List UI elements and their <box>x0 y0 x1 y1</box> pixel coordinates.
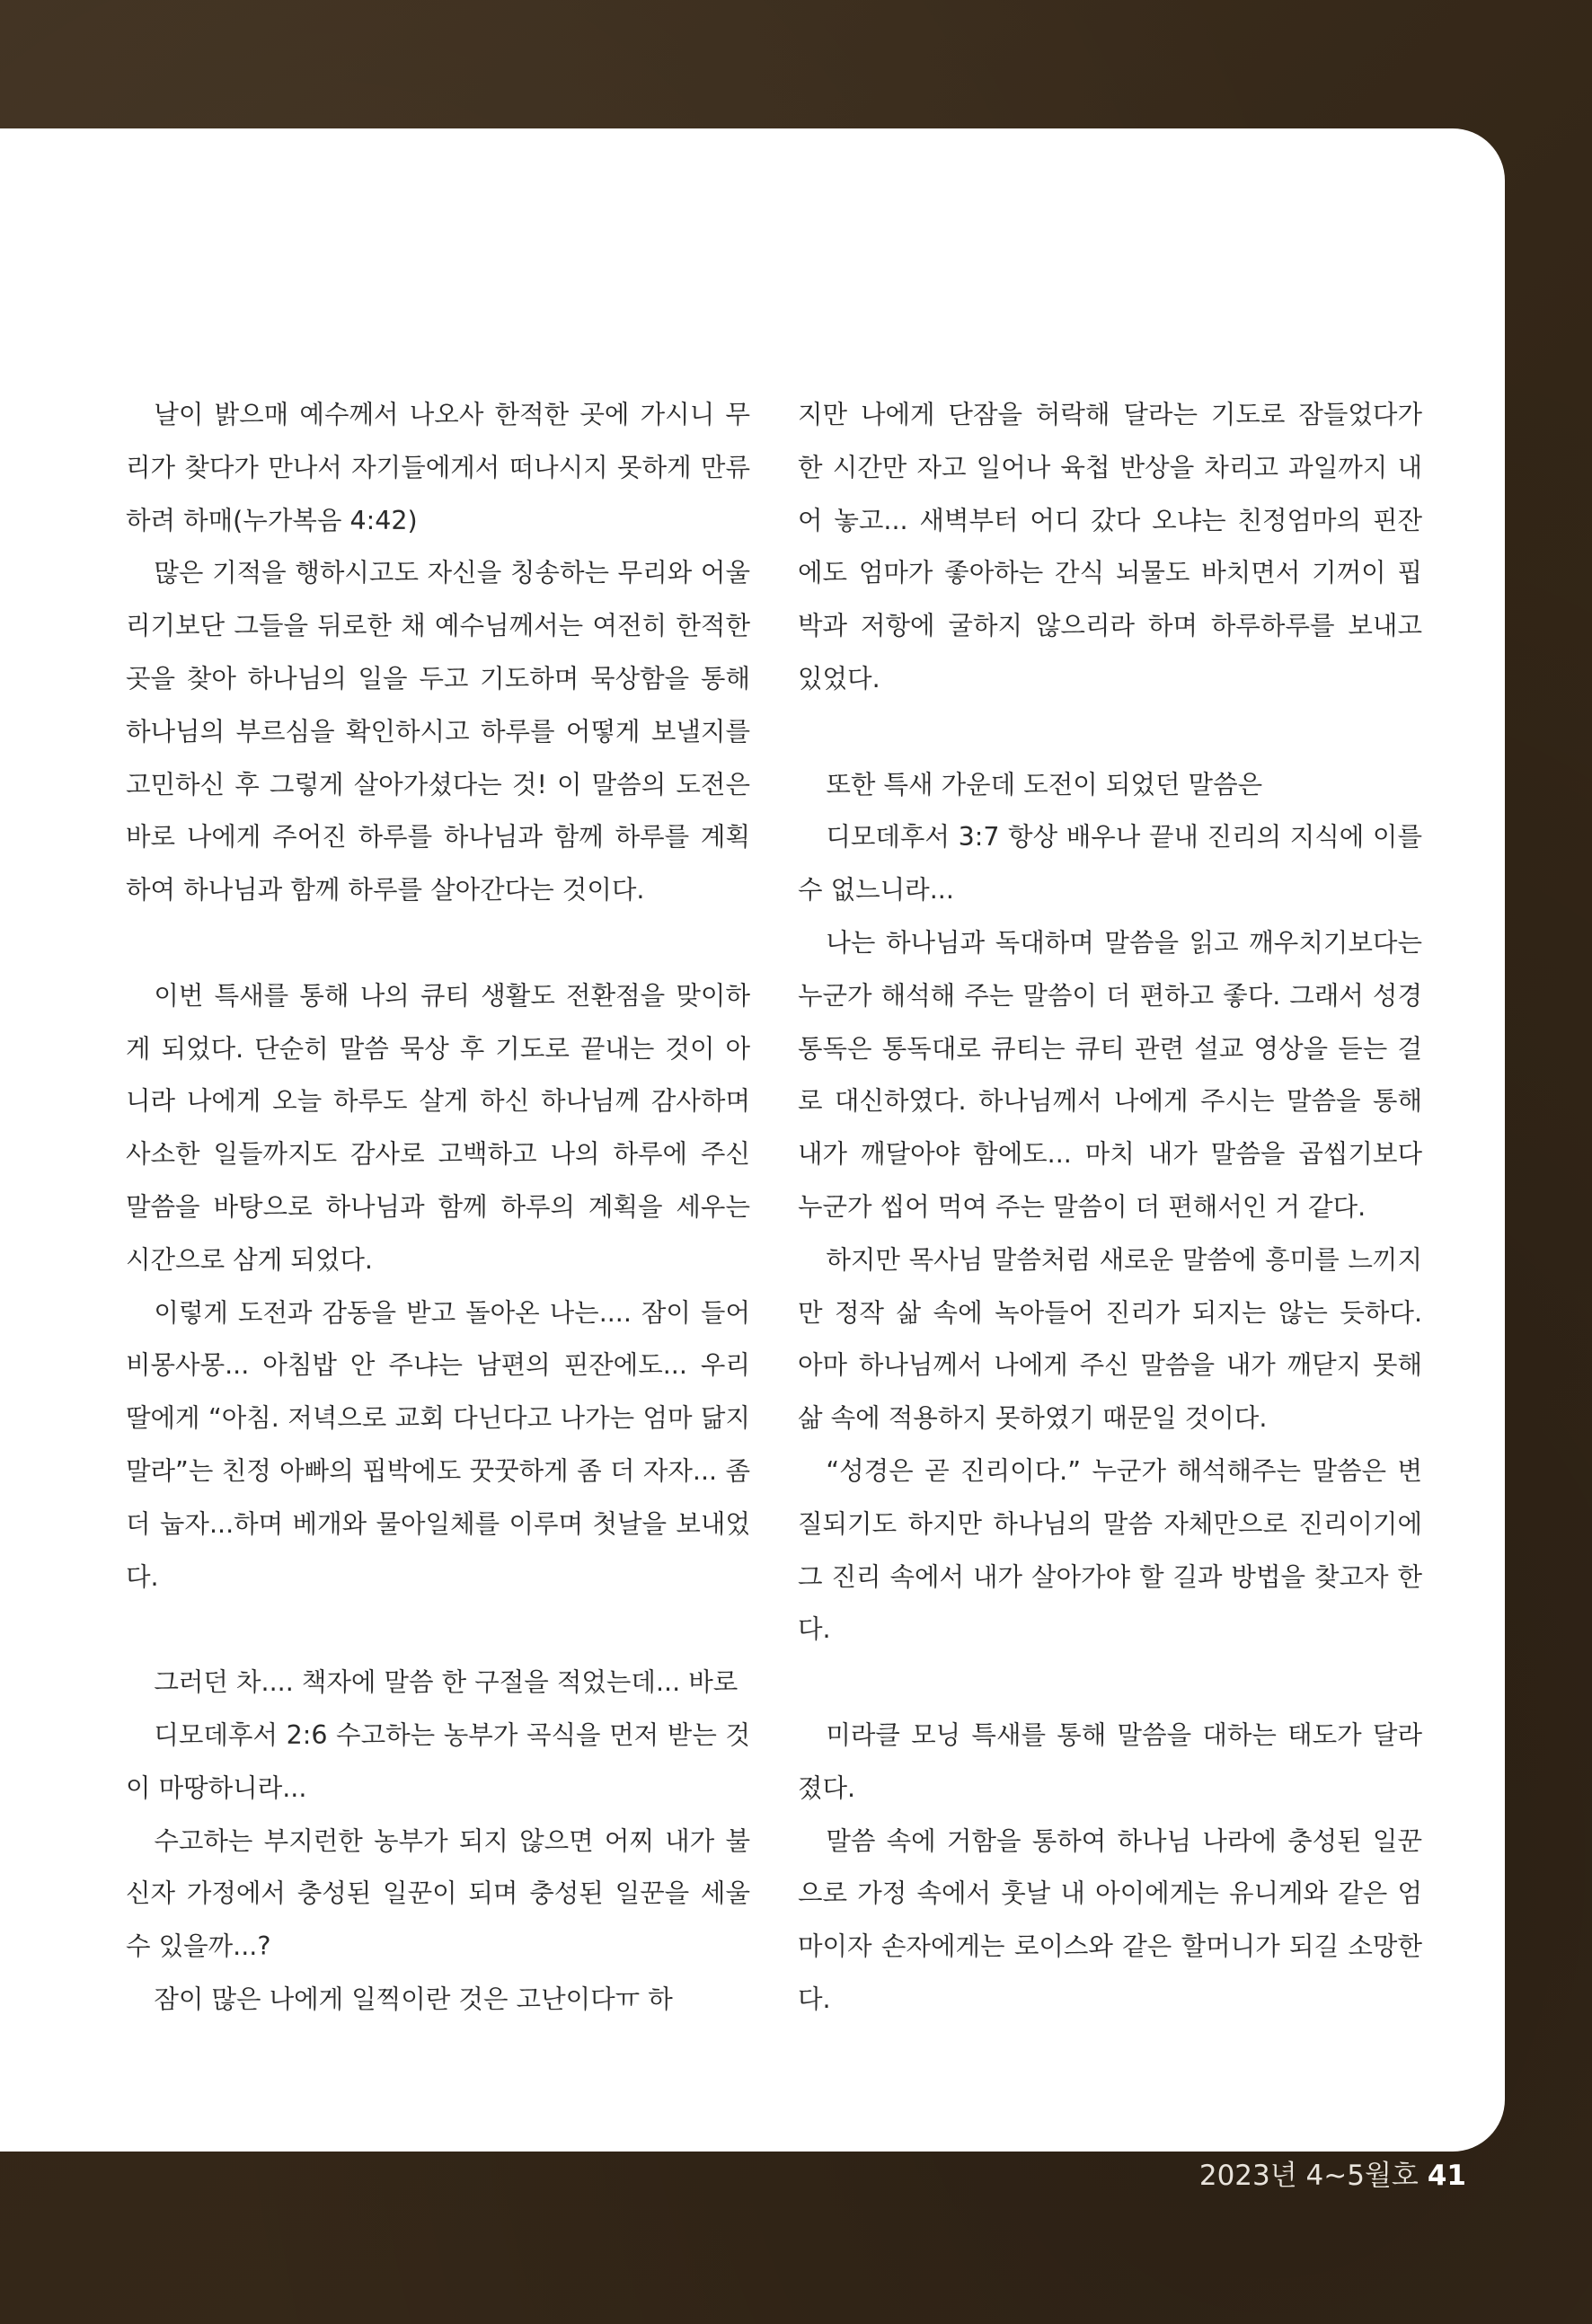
paragraph: 날이 밝으매 예수께서 나오사 한적한 곳에 가시니 무리가 찾다가 만나서 자기들에게서 떠나시지 못하게 만류하려 하매(누가복음 4:42) <box>126 400 750 535</box>
paragraph-gap <box>126 917 750 970</box>
paragraph-gap <box>126 1604 750 1657</box>
paragraph: “성경은 곧 진리이다.” 누군가 해석해주는 말씀은 변질되기도 하지만 하나님의 말씀 자체만으로 진리이기에 그 진리 속에서 내가 살아가야 할 길과 방법을 찾고자 한다. <box>798 1455 1422 1645</box>
left-column <box>126 389 750 2027</box>
paragraph: 이번 특새를 통해 나의 큐티 생활도 전환점을 맞이하게 되었다. 단순히 말씀 묵상 후 기도로 끝내는 것이 아니라 나에게 오늘 하루도 살게 하신 하나님께 감사하며 사소한 일들까지도 감사로 고백하고 나의 하루에 주신 말씀을 바탕으로 하나님과 함께 하루의 계획을 세우는 시간으로 삼게 되었다. <box>126 980 750 1275</box>
paragraph: 디모데후서 3:7 항상 배우나 끝내 진리의 지식에 이를 수 없느니라... <box>798 822 1422 906</box>
right-column <box>798 389 1422 2027</box>
paragraph: 디모데후서 2:6 수고하는 농부가 곡식을 먼저 받는 것이 마땅하니라... <box>126 1719 750 1803</box>
page-paper <box>0 128 1505 2152</box>
paragraph-gap <box>798 706 1422 759</box>
paragraph: 수고하는 부지런한 농부가 되지 않으면 어찌 내가 불신자 가정에서 충성된 일꾼이 되며 충성된 일꾼을 세울 수 있을까...? <box>126 1825 750 1962</box>
paragraph-continued: 지만 나에게 단잠을 허락해 달라는 기도로 잠들었다가 한 시간만 자고 일어나 육첩 반상을 차리고 과일까지 내어 놓고... 새벽부터 어디 갔다 오냐는 친정엄마의 핀잔에도 엄마가 좋아하는 간식 뇌물도 바치면서 기꺼이 핍박과 저항에 굴하지 않으리라 하며 하루하루를 보내고 있었다. <box>798 400 1422 694</box>
paragraph: 말씀 속에 거함을 통하여 하나님 나라에 충성된 일꾼으로 가정 속에서 훗날 내 아이에게는 유니게와 같은 엄마이자 손자에게는 로이스와 같은 할머니가 되길 소망한다. <box>798 1825 1422 2014</box>
paragraph: 하지만 목사님 말씀처럼 새로운 말씀에 흥미를 느끼지만 정작 삶 속에 녹아들어 진리가 되지는 않는 듯하다. 아마 하나님께서 나에게 주신 말씀을 내가 깨닫지 못해 삶 속에 적용하지 못하였기 때문일 것이다. <box>798 1244 1422 1434</box>
paragraph: 또한 특새 가운데 도전이 되었던 말씀은 <box>826 769 1263 800</box>
issue-label: 2023년 4~5월호 <box>1198 2160 1419 2192</box>
page-footer <box>1199 2150 1466 2202</box>
paragraph: 많은 기적을 행하시고도 자신을 칭송하는 무리와 어울리기보단 그들을 뒤로한 채 예수님께서는 여전히 한적한 곳을 찾아 하나님의 일을 두고 기도하며 묵상함을 통해 하나님의 부르심을 확인하시고 하루를 어떻게 보낼지를 고민하신 후 그렇게 살아가셨다는 것! 이 말씀의 도전은 바로 나에게 주어진 하루를 하나님과 함께 하루를 계획하여 하나님과 함께 하루를 살아간다는 것이다. <box>126 558 750 906</box>
paragraph: 이렇게 도전과 감동을 받고 돌아온 나는.... 잠이 들어 비몽사몽... 아침밥 안 주냐는 남편의 핀잔에도... 우리 딸에게 “아침. 저녁으로 교회 다닌다고 나가는 엄마 닮지 말라”는 친정 아빠의 핍박에도 꿋꿋하게 좀 더 자자... 좀 더 눕자...하며 베개와 물아일체를 이루며 첫날을 보내었다. <box>126 1297 750 1592</box>
paragraph: 나는 하나님과 독대하며 말씀을 읽고 깨우치기보다는 누군가 해석해 주는 말씀이 더 편하고 좋다. 그래서 성경 통독은 통독대로 큐티는 큐티 관련 설교 영상을 듣는 걸로 대신하였다. 하나님께서 나에게 주시는 말씀을 통해 내가 깨달아야 함에도... 마치 내가 말씀을 곱씹기보다 누군가 씹어 먹여 주는 말씀이 더 편해서인 거 같다. <box>798 927 1422 1222</box>
page-number: 41 <box>1427 2160 1466 2192</box>
paragraph: 그러던 차.... 책자에 말씀 한 구절을 적었는데... 바로 <box>154 1667 739 1698</box>
paragraph-gap <box>798 1657 1422 1710</box>
paragraph: 잠이 많은 나에게 일찍이란 것은 고난이다ㅠ 하 <box>154 1984 673 2014</box>
paragraph: 미라클 모닝 특새를 통해 말씀을 대하는 태도가 달라졌다. <box>798 1719 1422 1803</box>
